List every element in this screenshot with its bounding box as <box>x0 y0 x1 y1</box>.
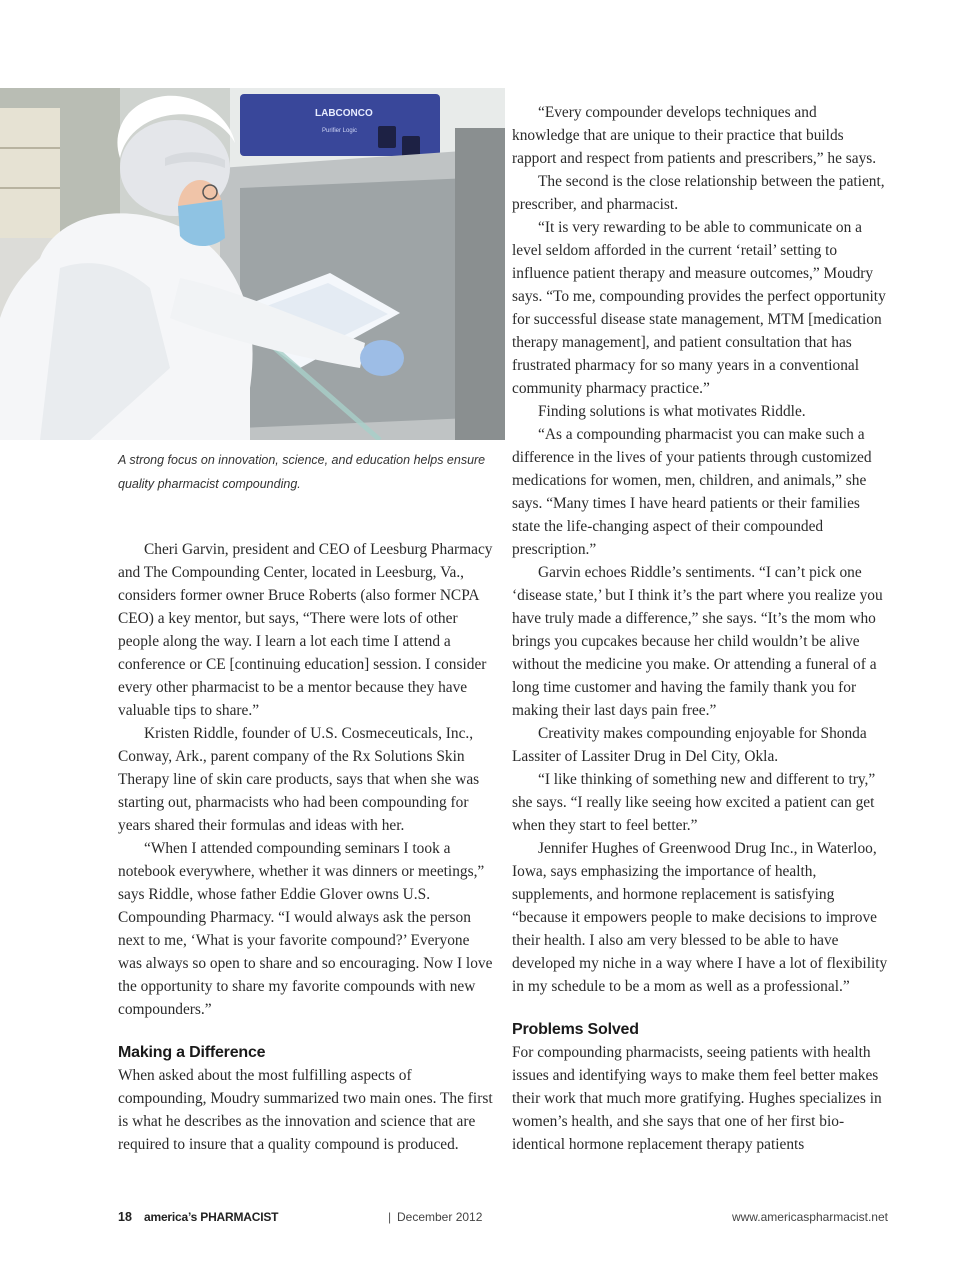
left-column <box>118 538 494 1156</box>
right-paragraph-9: Jennifer Hughes of Greenwood Drug Inc., in Waterloo, Iowa, says emphasizing the importance of health, supplements, and hormone replacement is satisfying “because it empowers people to make decisions to improve their health. I also am very blessed to be able to have developed my niche in a way where I have a lot of flexibility in my schedule to be a mom as well as a professional.” <box>512 840 888 995</box>
footer-separator: | <box>388 1210 392 1224</box>
article-photo <box>0 88 505 440</box>
subhead-problems-solved: Problems Solved <box>512 1021 639 1038</box>
right-column <box>512 101 888 1156</box>
right-paragraph-4: Finding solutions is what motivates Riddle. <box>538 403 806 420</box>
page-footer <box>118 1208 888 1228</box>
face-mask <box>178 200 225 246</box>
left-paragraph-4: When asked about the most fulfilling aspects of compounding, Moudry summarized two main ones. The first is what he describes as the innovation and science that are required to insure that a quality compound is produced. <box>118 1067 493 1153</box>
page-number: 18 <box>118 1210 132 1224</box>
hood-brand-label: LABCONCO <box>315 108 373 119</box>
magazine-name: america’s PHARMACIST <box>144 1210 279 1224</box>
left-paragraph-2: Kristen Riddle, founder of U.S. Cosmeceuticals, Inc., Conway, Ark., parent company of the Rx Solutions Skin Therapy line of skin care products, says that when she was starting out, pharmacists who had been compounding for years shared their formulas and ideas with her. <box>118 725 480 834</box>
pharmacist-at-hood-illustration <box>0 88 505 440</box>
right-paragraph-8: “I like thinking of something new and different to try,” she says. “I really like seeing how excited a patient can get when they start to feel better.” <box>512 771 876 834</box>
website-url: www.americaspharmacist.net <box>731 1210 888 1224</box>
right-paragraph-6: Garvin echoes Riddle’s sentiments. “I can’t pick one ‘disease state,’ but I think it’s the part where you realize you have truly made a difference,” she says. “It’s the mom who brings you cupcakes because her child wouldn’t be alive without the medicine you make. Or attending a funeral of a long time customer and having the family thank you for making their last days pain free.” <box>512 564 883 719</box>
subhead-making-a-difference: Making a Difference <box>118 1044 266 1061</box>
left-paragraph-1: Cheri Garvin, president and CEO of Leesburg Pharmacy and The Compounding Center, located in Leesburg, Va., considers former owner Bruce Roberts (also former NCPA CEO) a key mentor, but says, “There were lots of other people along the way. I learn a lot each time I attend a conference or CE [continuing education] session. I consider every other pharmacist to be a mentor because they have valuable tips to share.” <box>118 541 493 719</box>
right-paragraph-10: For compounding pharmacists, seeing patients with health issues and identifying ways to make them feel better makes their work that much more gratifying. Hughes specializes in women’s health, and she says that one of her first bio-identical hormone replacement therapy patients <box>512 1044 882 1153</box>
right-paragraph-7: Creativity makes compounding enjoyable for Shonda Lassiter of Lassiter Drug in Del City, Okla. <box>512 725 867 765</box>
right-paragraph-3: “It is very rewarding to be able to communicate on a level seldom afforded in the current ‘retail’ setting to influence patient therapy and measure outcomes,” Moudry says. “To me, compounding provides the perfect opportunity for successful disease state management, MTM [medication therapy management], and patient consultation that has frustrated pharmacy for so many years in a conventional community pharmacy practice.” <box>512 219 886 397</box>
right-paragraph-1: “Every compounder develops techniques and knowledge that are unique to their practice that builds rapport and respect from patients and prescribers,” he says. <box>512 104 877 167</box>
photo-caption: A strong focus on innovation, science, and education helps ensure quality pharmacist compounding. <box>118 453 486 491</box>
hood-panel-label: Purifier Logic <box>322 128 358 134</box>
issue-date: December 2012 <box>397 1210 483 1224</box>
left-paragraph-3: “When I attended compounding seminars I took a notebook everywhere, whether it was dinners or meetings,” says Riddle, whose father Eddie Glover owns U.S. Compounding Pharmacy. “I would always ask the person next to me, ‘What is your favorite compound?’ Everyone was always so open to share and so encouraging. Now I love the opportunity to share my favorite compounds with new compounders.” <box>118 840 493 1018</box>
right-paragraph-5: “As a compounding pharmacist you can make such a difference in the lives of your patients through customized medications for women, men, children, and animals,” she says. “Many times I have heard patients or their families state the life-changing aspect of their compounded prescription.” <box>512 426 872 558</box>
right-paragraph-2: The second is the close relationship between the patient, prescriber, and pharmacist. <box>512 173 885 213</box>
